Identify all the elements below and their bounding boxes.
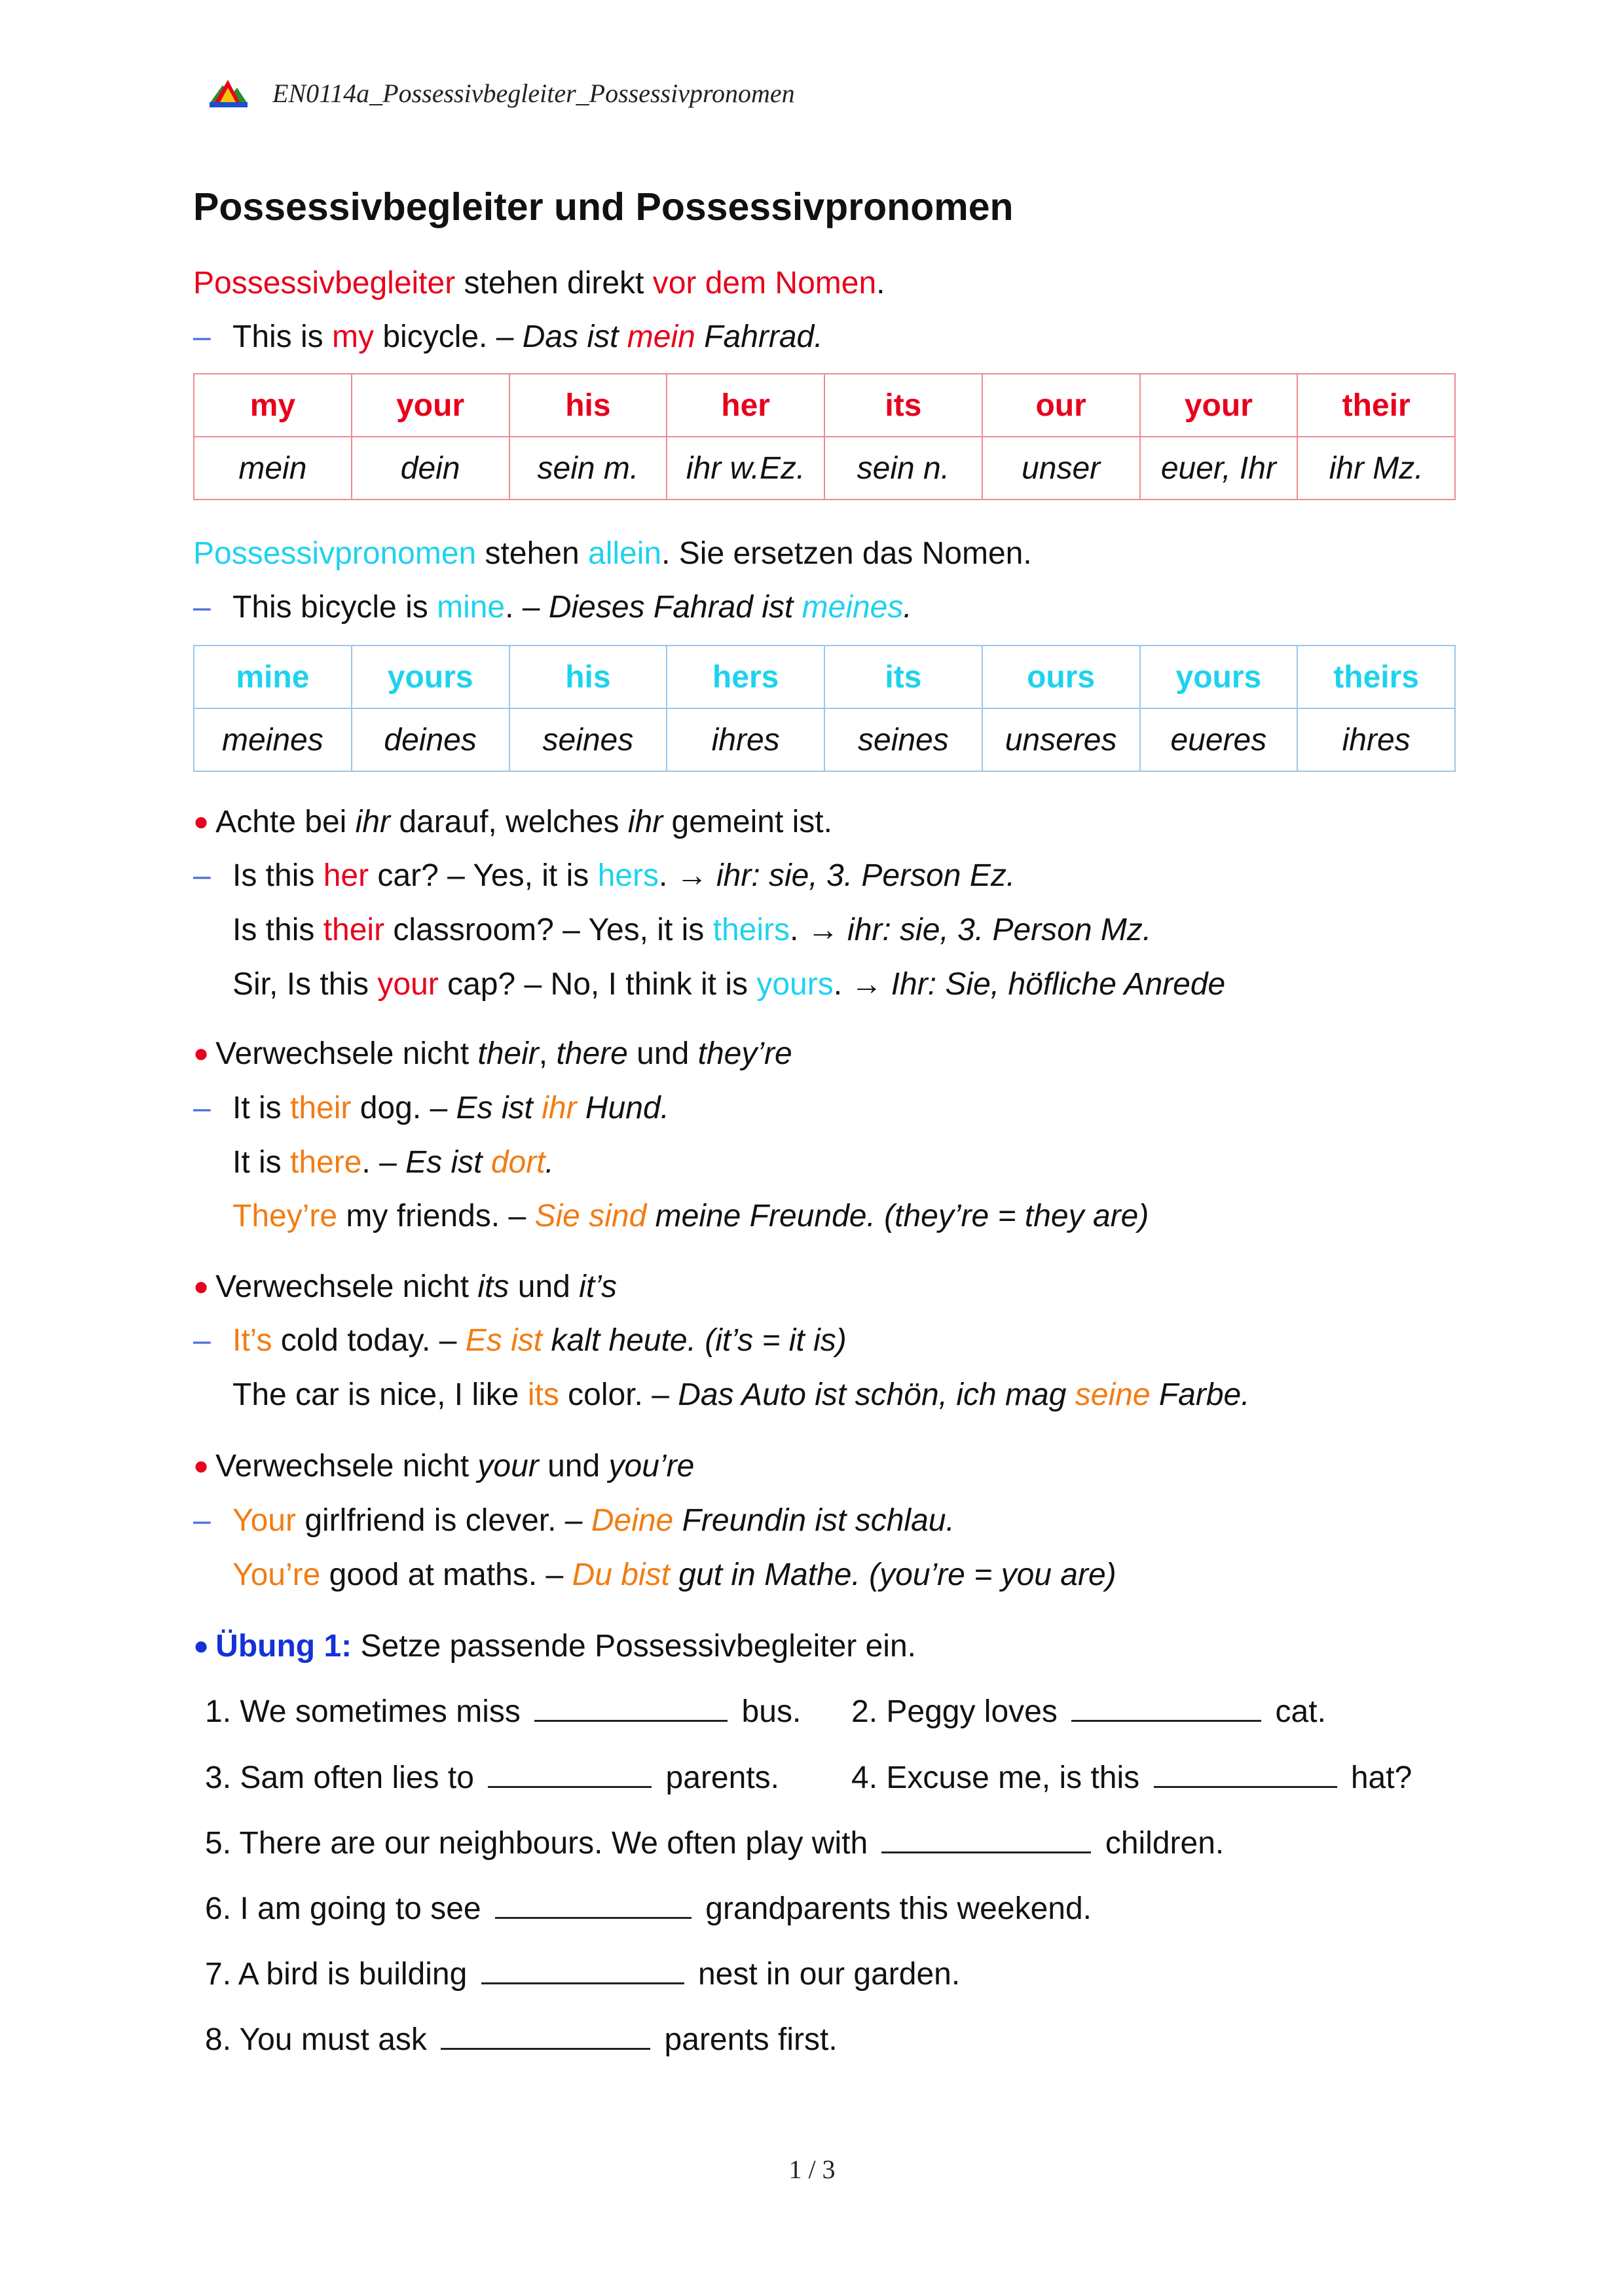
section1-example: This is my bicycle. – Das ist mein Fahrrad. (232, 319, 823, 354)
table-cell: mein (194, 437, 352, 500)
table-cell: sein n. (824, 437, 982, 500)
answer-blank[interactable] (441, 2024, 650, 2050)
mountain-logo-icon (208, 76, 249, 110)
table-cell: ihres (667, 708, 824, 771)
table-cell: hers (667, 646, 824, 708)
table-cell: ours (982, 646, 1140, 708)
page-title: Possessivbegleiter und Possessivpronomen (193, 185, 1014, 228)
table-cell: dein (352, 437, 509, 500)
table-cell: ihr Mz. (1297, 437, 1455, 500)
table-cell: eueres (1140, 708, 1298, 771)
table-cell: mine (194, 646, 352, 708)
answer-blank[interactable] (481, 1959, 684, 1984)
dash-marker: – (193, 319, 211, 354)
exercise-item: 1. We sometimes miss bus. (205, 1694, 802, 1729)
table-cell: his (509, 646, 667, 708)
dash-marker: – (193, 1503, 211, 1538)
exercise-item: 2. Peggy loves cat. (851, 1694, 1326, 1729)
note-their-example-3: They’re my friends. – Sie sind meine Freunde. (they’re = they are) (232, 1199, 1149, 1233)
exercise-item: 4. Excuse me, is this hat? (851, 1760, 1412, 1795)
note-your-example-1: Your girlfriend is clever. – Deine Freundin ist schlau. (232, 1503, 955, 1538)
answer-blank[interactable] (534, 1696, 728, 1722)
note-ihr-example-2: Is this their classroom? – Yes, it is theirs. → ihr: sie, 3. Person Mz. (232, 913, 1152, 947)
table-cell: sein m. (509, 437, 667, 500)
table-cell: our (982, 374, 1140, 437)
bullet-icon: ● (193, 1451, 210, 1480)
note-ihr-heading: ● Achte bei ihr darauf, welches ihr gemeint ist. (193, 805, 832, 839)
exercise-item: 3. Sam often lies to parents. (205, 1760, 779, 1795)
section2-example: This bicycle is mine. – Dieses Fahrad ist meines. (232, 590, 912, 625)
document-id: EN0114a_Possessivbegleiter_Possessivpronomen (272, 78, 795, 108)
table-cell: her (667, 374, 824, 437)
answer-blank[interactable] (488, 1762, 652, 1788)
bullet-icon: ● (193, 1039, 210, 1068)
table-cell: your (1140, 374, 1298, 437)
note-their-heading: ● Verwechsele nicht their, there und they’re (193, 1036, 792, 1071)
table-cell: deines (352, 708, 509, 771)
note-your-example-2: You’re good at maths. – Du bist gut in Mathe. (you’re = you are) (232, 1558, 1116, 1592)
table-cell: yours (1140, 646, 1298, 708)
answer-blank[interactable] (881, 1828, 1091, 1853)
dash-marker: – (193, 590, 211, 625)
exercise-heading: ● Übung 1: Setze passende Possessivbegleiter ein. (193, 1629, 916, 1664)
section2-intro: Possessivpronomen stehen allein. Sie ersetzen das Nomen. (193, 536, 1032, 571)
page-number: 1 / 3 (788, 2155, 836, 2184)
answer-blank[interactable] (495, 1893, 692, 1919)
table-cell: ihr w.Ez. (667, 437, 824, 500)
answer-blank[interactable] (1071, 1696, 1261, 1722)
exercise-item: 5. There are our neighbours. We often play with children. (205, 1826, 1225, 1861)
section1-intro: Possessivbegleiter stehen direkt vor dem Nomen. (193, 266, 885, 301)
dash-marker: – (193, 1323, 211, 1358)
table-cell: seines (509, 708, 667, 771)
exercise-item: 8. You must ask parents first. (205, 2022, 838, 2057)
exercise-item: 7. A bird is building nest in our garden. (205, 1957, 961, 1992)
table-cell: yours (352, 646, 509, 708)
table-cell: its (824, 646, 982, 708)
table-cell: euer, Ihr (1140, 437, 1298, 500)
table-cell: unseres (982, 708, 1140, 771)
bullet-icon: ● (193, 1631, 210, 1660)
table-cell: meines (194, 708, 352, 771)
exercise-item: 6. I am going to see grandparents this weekend. (205, 1891, 1092, 1926)
note-ihr-example-1: Is this her car? – Yes, it is hers. → ihr: sie, 3. Person Ez. (232, 858, 1016, 893)
possessive-pronoun-table (193, 645, 1456, 772)
bullet-icon: ● (193, 1272, 210, 1301)
note-their-example-1: It is their dog. – Es ist ihr Hund. (232, 1091, 669, 1125)
possessive-determiner-table (193, 373, 1456, 500)
table-cell: my (194, 374, 352, 437)
table-cell: your (352, 374, 509, 437)
dash-marker: – (193, 1091, 211, 1125)
note-ihr-example-3: Sir, Is this your cap? – No, I think it is yours. → Ihr: Sie, höfliche Anrede (232, 967, 1226, 1002)
bullet-icon: ● (193, 807, 210, 836)
table-cell: theirs (1297, 646, 1455, 708)
table-cell: its (824, 374, 982, 437)
note-your-heading: ● Verwechsele nicht your und you’re (193, 1449, 695, 1484)
table-cell: unser (982, 437, 1140, 500)
page-header (208, 73, 795, 113)
table-cell: seines (824, 708, 982, 771)
answer-blank[interactable] (1154, 1762, 1337, 1788)
note-its-heading: ● Verwechsele nicht its und it’s (193, 1269, 617, 1304)
note-its-example-2: The car is nice, I like its color. – Das Auto ist schön, ich mag seine Farbe. (232, 1377, 1250, 1412)
table-cell: his (509, 374, 667, 437)
dash-marker: – (193, 858, 211, 893)
table-cell: their (1297, 374, 1455, 437)
note-their-example-2: It is there. – Es ist dort. (232, 1145, 554, 1180)
table-cell: ihres (1297, 708, 1455, 771)
note-its-example-1: It’s cold today. – Es ist kalt heute. (it’s = it is) (232, 1323, 847, 1358)
